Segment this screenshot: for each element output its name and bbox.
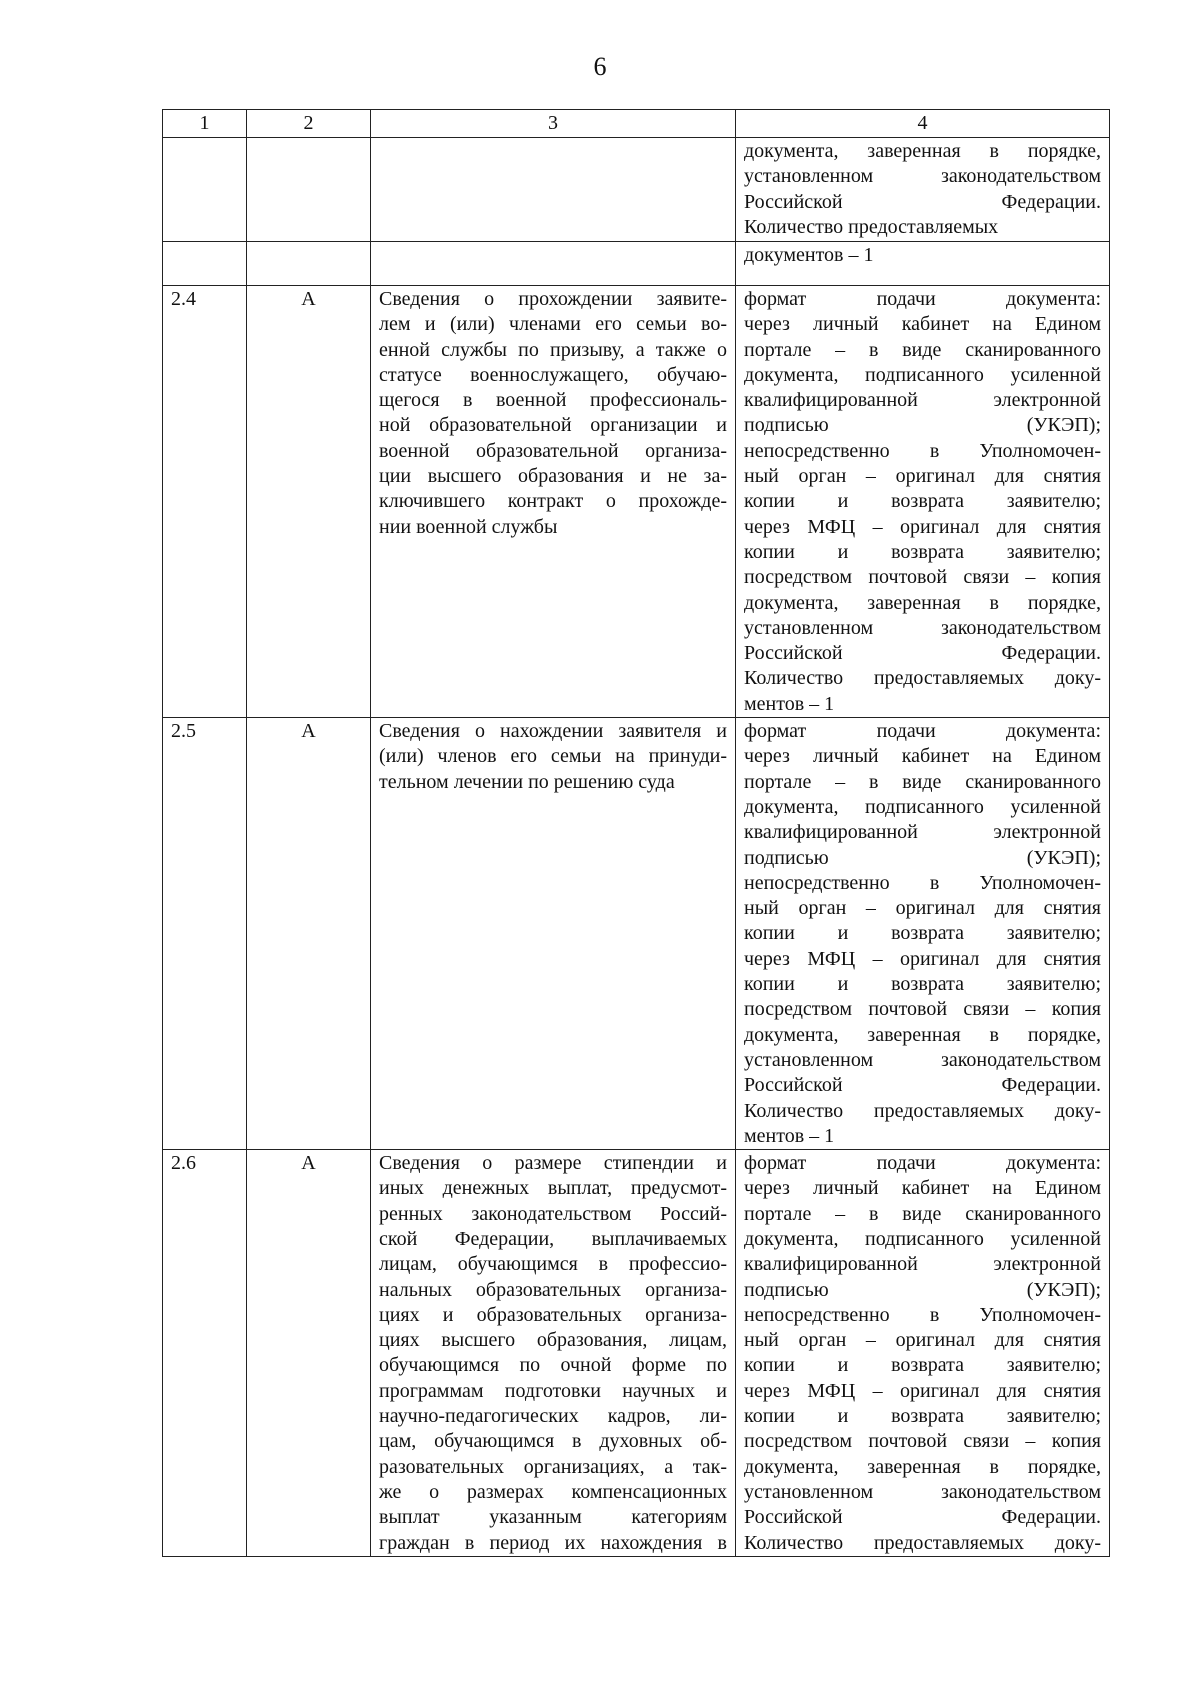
description-line: граждан в период их нахождения в — [379, 1531, 727, 1554]
format-line: посредством почтовой связи – копия — [744, 998, 1101, 1021]
format-line: через личный кабинет на Едином — [744, 313, 1101, 336]
format-line: через личный кабинет на Едином — [744, 745, 1101, 768]
format-line: подписью (УКЭП); — [744, 846, 1101, 869]
description-line: циях высшего образования, лицам, — [379, 1329, 727, 1352]
description-line: лем и (или) членами его семьи во- — [379, 313, 727, 336]
row-description — [371, 718, 736, 1150]
format-line: ный орган – оригинал для снятия — [744, 465, 1101, 488]
format-line: установленном законодательством — [744, 165, 1101, 188]
format-line: документа, подписанного усиленной — [744, 795, 1101, 818]
row-format — [736, 286, 1110, 718]
format-line: копии и возврата заявителю; — [744, 540, 1101, 563]
format-line: документа, заверенная в порядке, — [744, 591, 1101, 614]
format-line: копии и возврата заявителю; — [744, 922, 1101, 945]
format-line: копии и возврата заявителю; — [744, 1405, 1101, 1428]
format-line: копии и возврата заявителю; — [744, 490, 1101, 513]
description-line: же о размерах компенсационных — [379, 1480, 727, 1503]
row-format — [736, 718, 1110, 1150]
continuation-text — [736, 138, 1110, 242]
document-table — [162, 109, 1110, 1557]
format-line: копии и возврата заявителю; — [744, 1354, 1101, 1377]
description-line: ключившего контракт о прохожде- — [379, 490, 727, 513]
format-line: непосредственно в Уполномочен- — [744, 1303, 1101, 1326]
format-line: ментов – 1 — [744, 1124, 835, 1147]
format-line: портале – в виде сканированного — [744, 338, 1101, 361]
table-row — [163, 1150, 1110, 1557]
format-line: установленном законодательством — [744, 616, 1101, 639]
format-line: документа, заверенная в порядке, — [744, 1455, 1101, 1478]
format-line: Российской Федерации. — [744, 1506, 1101, 1529]
format-line: формат подачи документа: — [744, 1152, 1101, 1175]
format-line: Количество предоставляемых доку- — [744, 1099, 1101, 1122]
description-line: цам, обучающимся в духовных об- — [379, 1430, 727, 1453]
format-line: копии и возврата заявителю; — [744, 973, 1101, 996]
row-code: А — [247, 1150, 371, 1557]
format-line: через личный кабинет на Едином — [744, 1177, 1101, 1200]
row-description — [371, 1150, 736, 1557]
description-line: лицам, обучающимся в профессио- — [379, 1253, 727, 1276]
format-line: документа, подписанного усиленной — [744, 363, 1101, 386]
description-line: статусе военнослужащего, обучаю- — [379, 363, 727, 386]
description-line: научно-педагогических кадров, ли- — [379, 1405, 727, 1428]
row-code: А — [247, 718, 371, 1150]
description-line: (или) членов его семьи на принуди- — [379, 745, 727, 768]
description-line: Сведения о нахождении заявителя и — [379, 720, 727, 743]
table-row — [163, 718, 1110, 1150]
format-line: квалифицированной электронной — [744, 389, 1101, 412]
format-line: формат подачи документа: — [744, 720, 1101, 743]
format-line: портале – в виде сканированного — [744, 770, 1101, 793]
format-line: Количество предоставляемых — [744, 215, 999, 238]
description-line: военной образовательной организа- — [379, 439, 727, 462]
row-description — [371, 286, 736, 718]
format-line: квалифицированной электронной — [744, 1253, 1101, 1276]
format-line: формат подачи документа: — [744, 288, 1101, 310]
continuation-text-end — [736, 242, 1110, 286]
format-line: через МФЦ – оригинал для снятия — [744, 947, 1101, 970]
row-format — [736, 1150, 1110, 1557]
description-line: обучающимся по очной форме по — [379, 1354, 727, 1377]
column-header-4: 4 — [736, 110, 1110, 138]
row-number: 2.4 — [163, 286, 247, 718]
continuation-row-1 — [163, 138, 1110, 242]
format-line: подписью (УКЭП); — [744, 1278, 1101, 1301]
description-line: Сведения о размере стипендии и — [379, 1152, 727, 1175]
format-line: подписью (УКЭП); — [744, 414, 1101, 437]
format-line: ментов – 1 — [744, 692, 835, 715]
format-line: Российской Федерации. — [744, 642, 1101, 665]
format-line: квалифицированной электронной — [744, 821, 1101, 844]
row-code: А — [247, 286, 371, 718]
format-line: Российской Федерации. — [744, 1074, 1101, 1097]
format-line: непосредственно в Уполномочен- — [744, 439, 1101, 462]
format-line: документа, подписанного усиленной — [744, 1227, 1101, 1250]
description-line: Сведения о прохождении заявите- — [379, 288, 727, 310]
format-line: посредством почтовой связи – копия — [744, 566, 1101, 589]
description-line: ской Федерации, выплачиваемых — [379, 1227, 727, 1250]
format-line: через МФЦ – оригинал для снятия — [744, 515, 1101, 538]
format-line: ный орган – оригинал для снятия — [744, 1329, 1101, 1352]
format-line: установленном законодательством — [744, 1480, 1101, 1503]
description-line: щегося в военной профессиональ- — [379, 389, 727, 412]
continuation-row-2 — [163, 242, 1110, 286]
description-line: тельном лечении по решению суда — [379, 770, 675, 793]
description-line: нии военной службы — [379, 515, 558, 538]
format-line: через МФЦ – оригинал для снятия — [744, 1379, 1101, 1402]
format-line: портале – в виде сканированного — [744, 1202, 1101, 1225]
description-line: нальных образовательных организа- — [379, 1278, 727, 1301]
format-line: ный орган – оригинал для снятия — [744, 897, 1101, 920]
format-line: документа, заверенная в порядке, — [744, 140, 1101, 162]
description-line: ции высшего образования и не за- — [379, 465, 727, 488]
format-line: Российской Федерации. — [744, 190, 1101, 213]
table-row — [163, 286, 1110, 718]
column-header-3: 3 — [371, 110, 736, 138]
table-header-row — [163, 110, 1110, 138]
format-line: Количество предоставляемых доку- — [744, 1531, 1101, 1554]
column-header-1: 1 — [163, 110, 247, 138]
description-line: ной образовательной организации и — [379, 414, 727, 437]
format-line: документа, заверенная в порядке, — [744, 1023, 1101, 1046]
format-line: непосредственно в Уполномочен- — [744, 871, 1101, 894]
description-line: разовательных организациях, а так- — [379, 1455, 727, 1478]
row-number: 2.6 — [163, 1150, 247, 1557]
column-header-2: 2 — [247, 110, 371, 138]
description-line: ренных законодательством Россий- — [379, 1202, 727, 1225]
format-line: Количество предоставляемых доку- — [744, 667, 1101, 690]
description-line: программам подготовки научных и — [379, 1379, 727, 1402]
page-number: 6 — [593, 52, 607, 81]
format-line: документов – 1 — [744, 244, 874, 266]
row-number: 2.5 — [163, 718, 247, 1150]
description-line: иных денежных выплат, предусмот- — [379, 1177, 727, 1200]
format-line: посредством почтовой связи – копия — [744, 1430, 1101, 1453]
description-line: енной службы по призыву, а также о — [379, 338, 727, 361]
description-line: циях и образовательных организа- — [379, 1303, 727, 1326]
description-line: выплат указанным категориям — [379, 1506, 727, 1529]
format-line: установленном законодательством — [744, 1048, 1101, 1071]
